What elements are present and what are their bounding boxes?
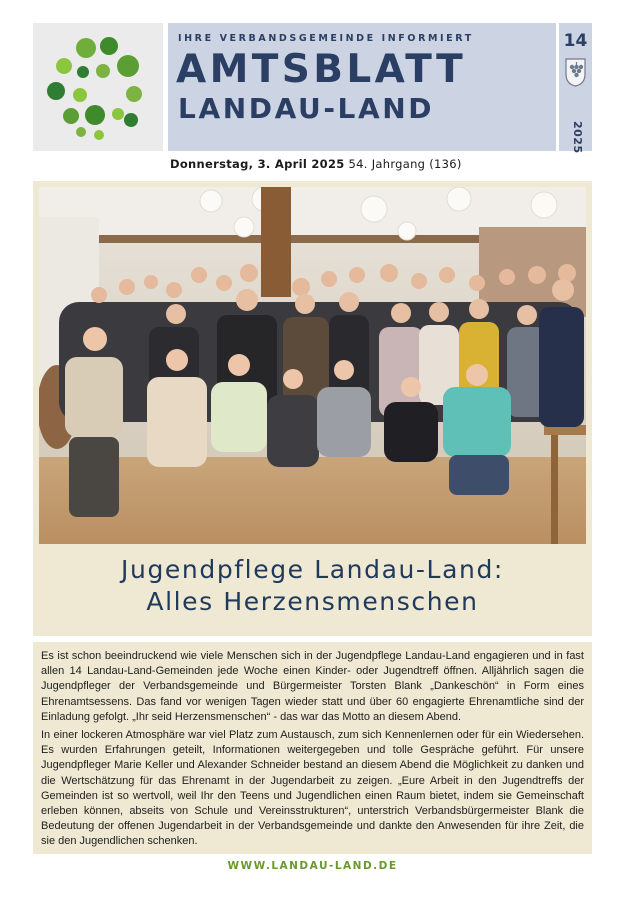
article-body (33, 642, 592, 854)
headline-line-2: Alles Herzensmenschen (146, 587, 479, 616)
grape-crest-icon (564, 57, 587, 87)
masthead (168, 23, 556, 151)
issue-year: 2025 (571, 121, 584, 154)
masthead-title: AMTSBLATT (176, 47, 467, 92)
article-paragraph-1: Es ist schon beeindruckend wie viele Menschen sich in der Jugendpflege Landau-Land engagieren und in fast allen 14 Landau-Land-Gemeinden jede Woche einen Kinder- oder Jugendtreff öffnen. Alljährlich sagen die Jugendpfleger der Verbandsgemeinde und Bürgermeister Torsten Blank „Dankeschön“ in Form eines Ehrenamtsessens. Das fand vor wenigen Tagen wieder statt und über 60 engagierte Ehrenamtliche sind der Einladung gefolgt. „Ihr seid Herzensmenschen“ - das war das Motto an diesem Abend. (41, 650, 584, 723)
issue-panel (559, 23, 592, 154)
website-link[interactable]: WWW.LANDAU-LAND.DE (227, 860, 398, 872)
issue-date: Donnerstag, 3. April 2025 (170, 157, 345, 171)
issue-number: 14 (563, 31, 588, 51)
group-photo (39, 187, 586, 544)
issue-volume: 54. Jahrgang (136) (348, 157, 462, 171)
masthead-supertitle: IHRE VERBANDSGEMEINDE INFORMIERT (178, 33, 474, 44)
dot-circle-logo-icon (33, 23, 163, 151)
headline-line-1: Jugendpflege Landau-Land: (121, 555, 504, 584)
cover-headline (0, 554, 625, 618)
logo-panel (33, 23, 163, 151)
article-paragraph-2: In einer lockeren Atmosphäre war viel Platz zum Austausch, zum sich Kennenlernen oder für ein Wiedersehen. Es wurden Erfahrungen geteilt, Informationen weitergegeben und tolle Gespräche geführt. Für unsere Jugendpfleger Marie Keller und Alexander Schneider bestand an diesem Abend die Möglichkeit zu danken und die Wertschätzung für das Ehrenamt in der Jugendarbeit zu zeigen. „Eure Arbeit in den Jugendtreffs der Gemeinden ist so wertvoll, weil Ihr den Teens und Jugendlichen einen Raum bietet, indem sie Gemeinschaft erleben können, abseits von Schule und Vereinsstrukturen“, unterstrich Verbandsbürgermeister Blank die Bedeutung der offenen Jugendarbeit in der Verbandsgemeinde und dankte den Anwesenden für ihre Zeit, die sie den Jugendlichen schenken. (41, 729, 584, 848)
masthead-subtitle: LANDAU-LAND (178, 92, 435, 125)
dateline (170, 157, 462, 171)
